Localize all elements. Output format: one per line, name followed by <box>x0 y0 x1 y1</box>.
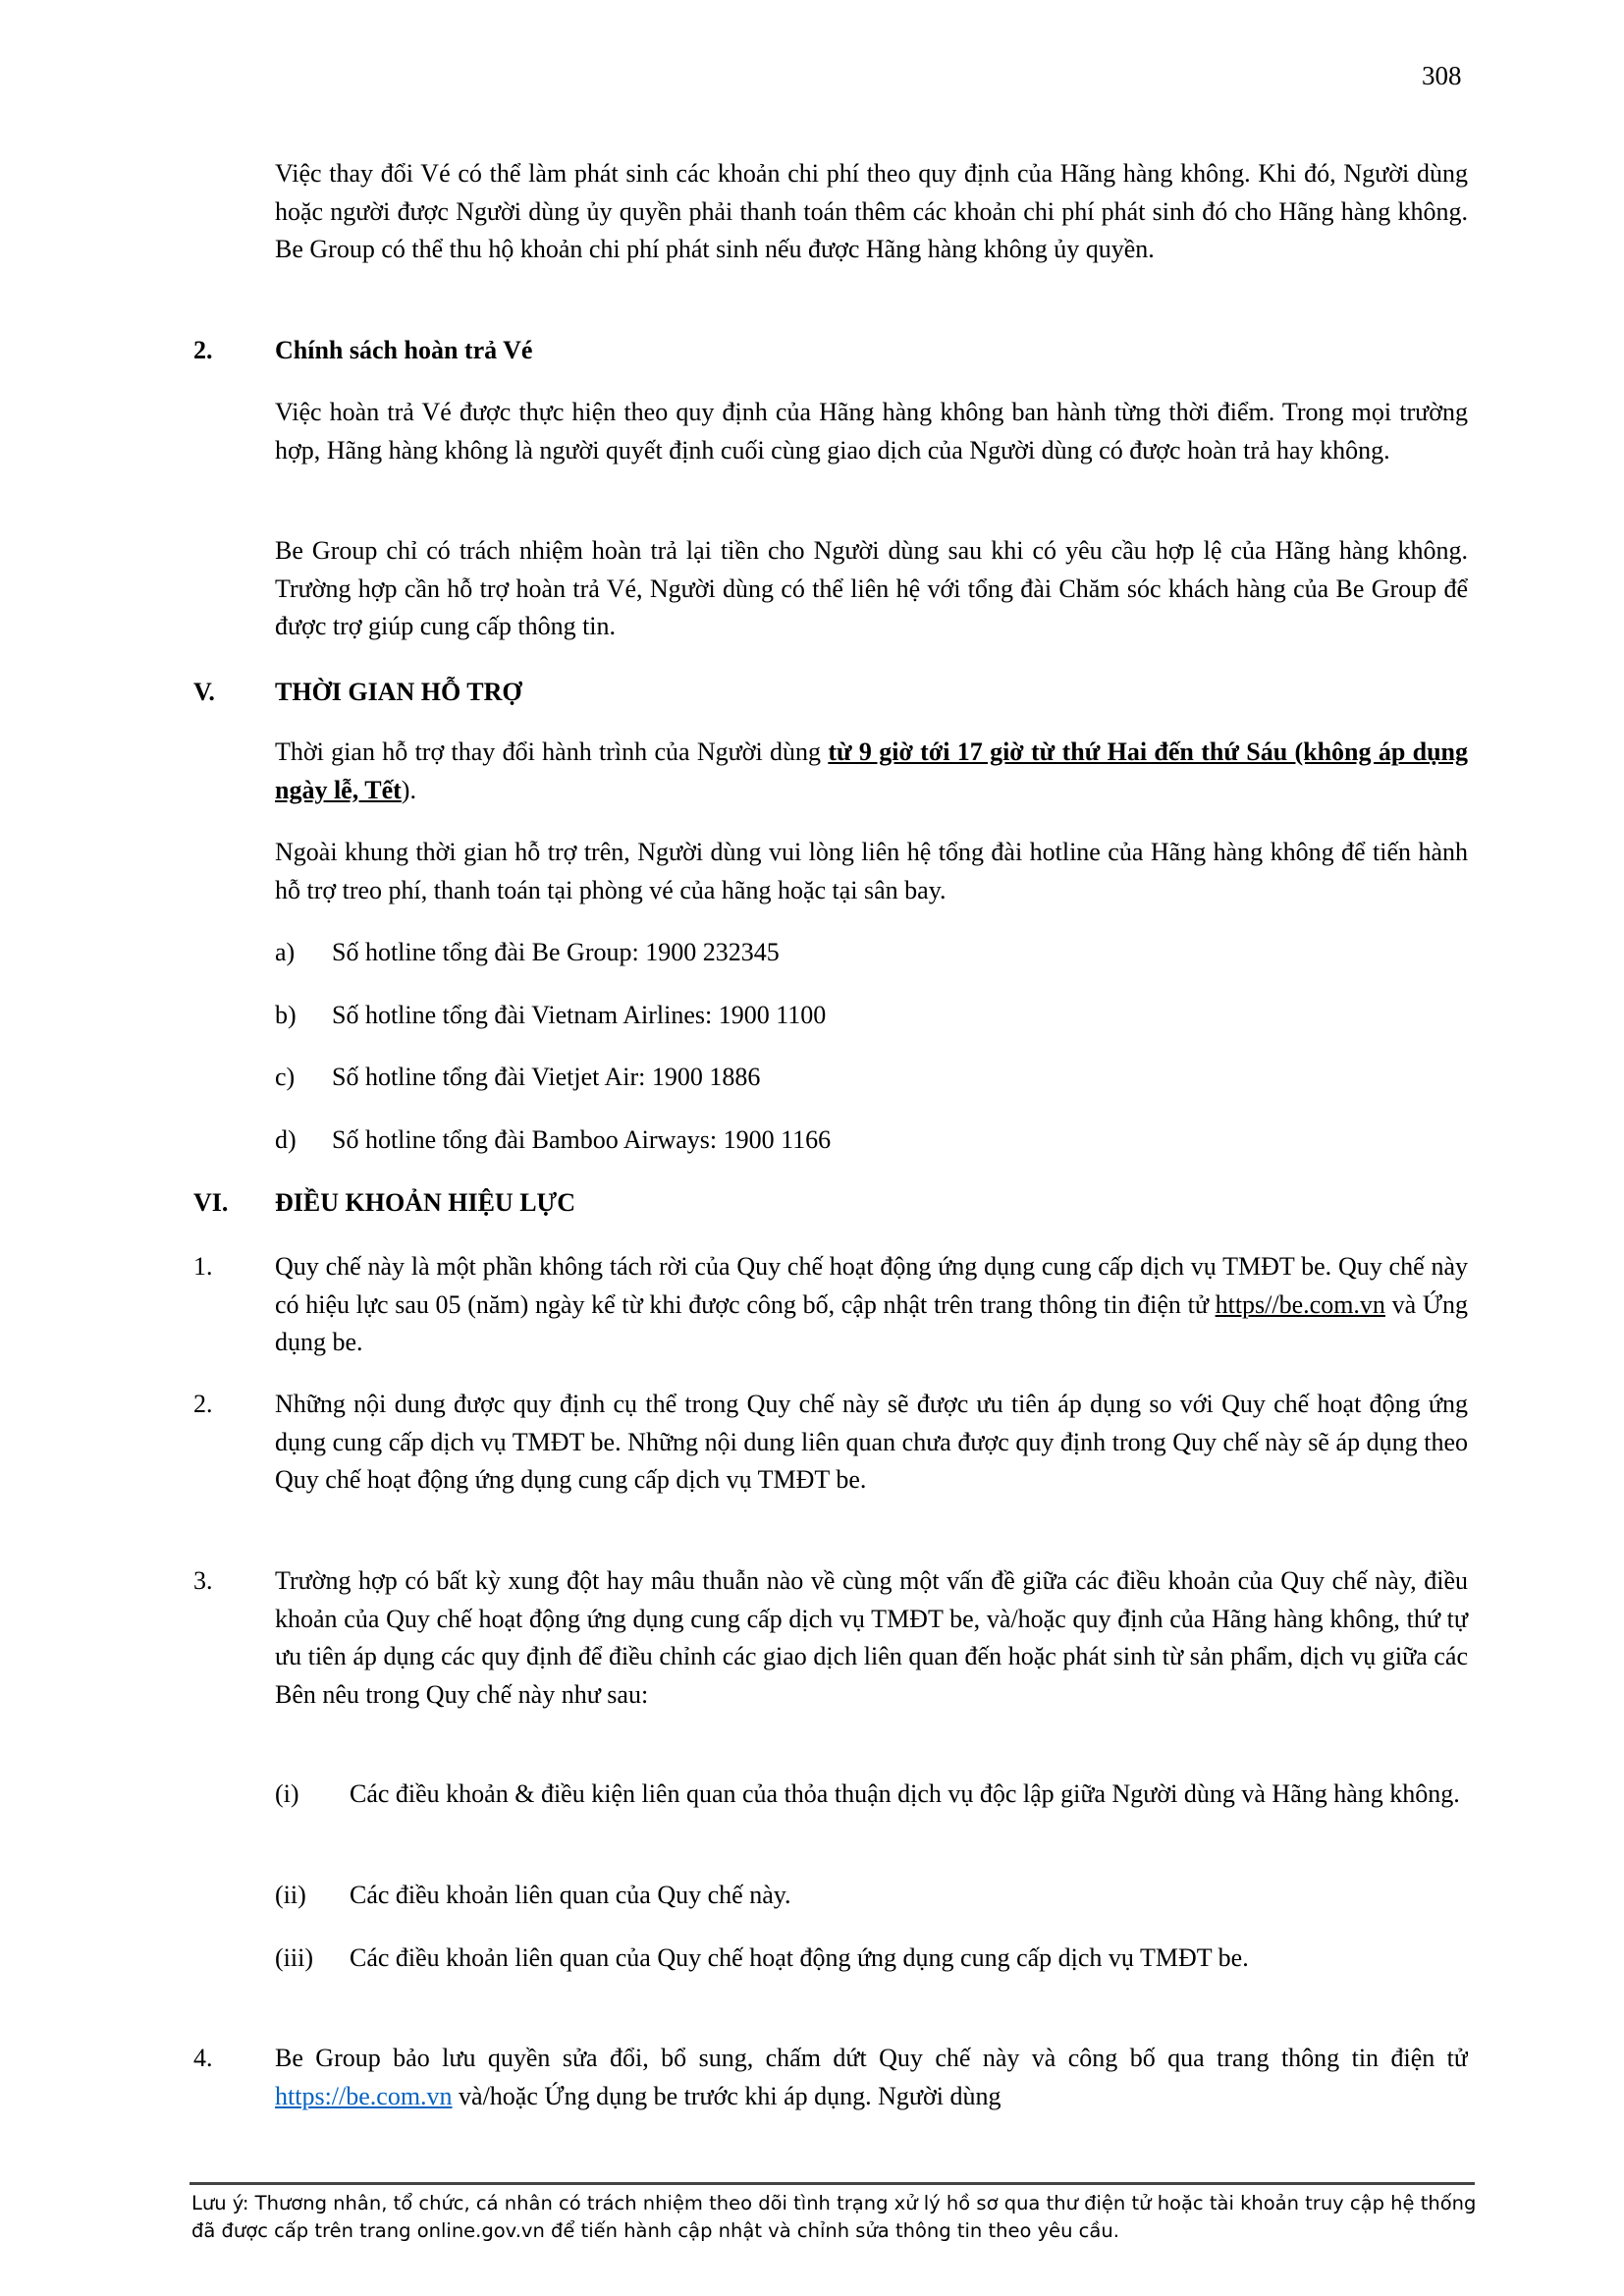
section-2-title: Chính sách hoàn trả Vé <box>275 336 533 364</box>
item-1-text-before: Quy chế này là một phần không tách rời của Quy chế hoạt động ứng dụng cung cấp dịch vụ TMĐT be. Quy chế này có hiệu lực sau 05 (năm) ngày kể từ khi được công bố, cập nhật trên trang thông tin điện tử <box>275 1252 1468 1319</box>
subitem-label: (i) <box>275 1779 299 1808</box>
item-1-link[interactable]: https//be.com.vn <box>1215 1289 1385 1319</box>
subitem-label: (iii) <box>275 1943 313 1972</box>
item-1-number: 1. <box>193 1252 213 1281</box>
item-4-number: 4. <box>193 2044 213 2072</box>
item-1-text-after: và Ứng dụng be. <box>275 1289 1469 1357</box>
subitem-text: Các điều khoản & điều kiện liên quan của thỏa thuận dịch vụ độc lập giữa Người dùng và Hãng hàng không. <box>350 1779 1460 1808</box>
section-v-number: V. <box>193 678 215 706</box>
footer-divider <box>189 2182 1475 2185</box>
section-2-number: 2. <box>193 336 213 364</box>
item-2-text: Những nội dung được quy định cụ thể trong Quy chế này sẽ được ưu tiên áp dụng so với Quy chế hoạt động ứng dụng cung cấp dịch vụ TMĐT be. Những nội dung liên quan chưa được quy định trong Quy chế này sẽ áp dụng theo Quy chế hoạt động ứng dụng cung cấp dịch vụ TMĐT be. <box>275 1390 1468 1495</box>
hotline-item: Số hotline tổng đài Vietnam Airlines: 1900 1100 <box>332 1001 827 1029</box>
item-4-link[interactable]: https://be.com.vn <box>275 2081 453 2110</box>
section-vi-title: ĐIỀU KHOẢN HIỆU LỰC <box>275 1188 576 1217</box>
section-2-paragraph: Việc hoàn trả Vé được thực hiện theo quy định của Hãng hàng không ban hành từng thời điểm. Trong mọi trường hợp, Hãng hàng không là người quyết định cuối cùng giao dịch của Người dùng có được hoàn trả hay không. <box>275 398 1468 465</box>
support-time-suffix: ). <box>401 775 416 804</box>
support-time-emphasis: từ 9 giờ tới 17 giờ từ thứ Hai đến thứ Sáu (không áp dụng ngày lễ, Tết <box>275 738 1468 804</box>
item-2-number: 2. <box>193 1390 213 1418</box>
item-3-number: 3. <box>193 1566 213 1595</box>
item-4-text <box>275 2040 1468 2116</box>
subitem-text: Các điều khoản liên quan của Quy chế này. <box>350 1881 791 1909</box>
support-time-paragraph <box>275 734 1468 809</box>
hotline-label: a) <box>275 938 296 966</box>
item-4-text-before: Be Group bảo lưu quyền sửa đổi, bổ sung, chấm dứt Quy chế này và công bố qua trang thông tin điện tử <box>275 2044 1468 2072</box>
item-4-text-after: và/hoặc Ứng dụng be trước khi áp dụng. Người dùng <box>452 2081 1001 2110</box>
subitem-label: (ii) <box>275 1881 306 1909</box>
support-time-prefix: Thời gian hỗ trợ thay đổi hành trình của Người dùng <box>275 738 829 766</box>
section-vi-number: VI. <box>193 1188 229 1217</box>
section-v-title: THỜI GIAN HỖ TRỢ <box>275 678 522 706</box>
hotline-item: Số hotline tổng đài Be Group: 1900 232345 <box>332 938 780 966</box>
intro-paragraph: Việc thay đổi Vé có thể làm phát sinh các khoản chi phí theo quy định của Hãng hàng không. Khi đó, Người dùng hoặc người được Người dùng ủy quyền phải thanh toán thêm các khoản chi phí phát sinh đó cho Hãng hàng không. Be Group có thể thu hộ khoản chi phí phát sinh nếu được Hãng hàng không ủy quyền. <box>275 159 1468 264</box>
footer-note: Lưu ý: Thương nhân, tổ chức, cá nhân có trách nhiệm theo dõi tình trạng xử lý hồ sơ qua thư điện tử hoặc tài khoản truy cập hệ thống đã được cấp trên trang online.gov.vn để tiến hành cập nhật và chỉnh sửa thông tin theo yêu cầu. <box>191 2192 1477 2242</box>
subitem-text: Các điều khoản liên quan của Quy chế hoạt động ứng dụng cung cấp dịch vụ TMĐT be. <box>350 1943 1249 1972</box>
item-1-text <box>275 1248 1468 1362</box>
section-2-paragraph: Be Group chỉ có trách nhiệm hoàn trả lại tiền cho Người dùng sau khi có yêu cầu hợp lệ của Hãng hàng không. Trường hợp cần hỗ trợ hoàn trả Vé, Người dùng có thể liên hệ với tổng đài Chăm sóc khách hàng của Be Group để được trợ giúp cung cấp thông tin. <box>275 536 1468 641</box>
hotline-label: c) <box>275 1063 296 1091</box>
section-v-paragraph: Ngoài khung thời gian hỗ trợ trên, Người dùng vui lòng liên hệ tổng đài hotline của Hãng hàng không để tiến hành hỗ trợ treo phí, thanh toán tại phòng vé của hãng hoặc tại sân bay. <box>275 838 1468 904</box>
hotline-item: Số hotline tổng đài Bamboo Airways: 1900 1166 <box>332 1125 832 1154</box>
hotline-label: b) <box>275 1001 297 1029</box>
page-number: 308 <box>1422 61 1462 90</box>
hotline-label: d) <box>275 1125 297 1154</box>
hotline-item: Số hotline tổng đài Vietjet Air: 1900 1886 <box>332 1063 761 1091</box>
item-3-text: Trường hợp có bất kỳ xung đột hay mâu thuẫn nào về cùng một vấn đề giữa các điều khoản của Quy chế này, điều khoản của Quy chế hoạt động ứng dụng cung cấp dịch vụ TMĐT be, và/hoặc quy định của Hãng hàng không, thứ tự ưu tiên áp dụng các quy định để điều chỉnh các giao dịch liên quan đến hoặc phát sinh từ sản phẩm, dịch vụ giữa các Bên nêu trong Quy chế này như sau: <box>275 1566 1468 1709</box>
